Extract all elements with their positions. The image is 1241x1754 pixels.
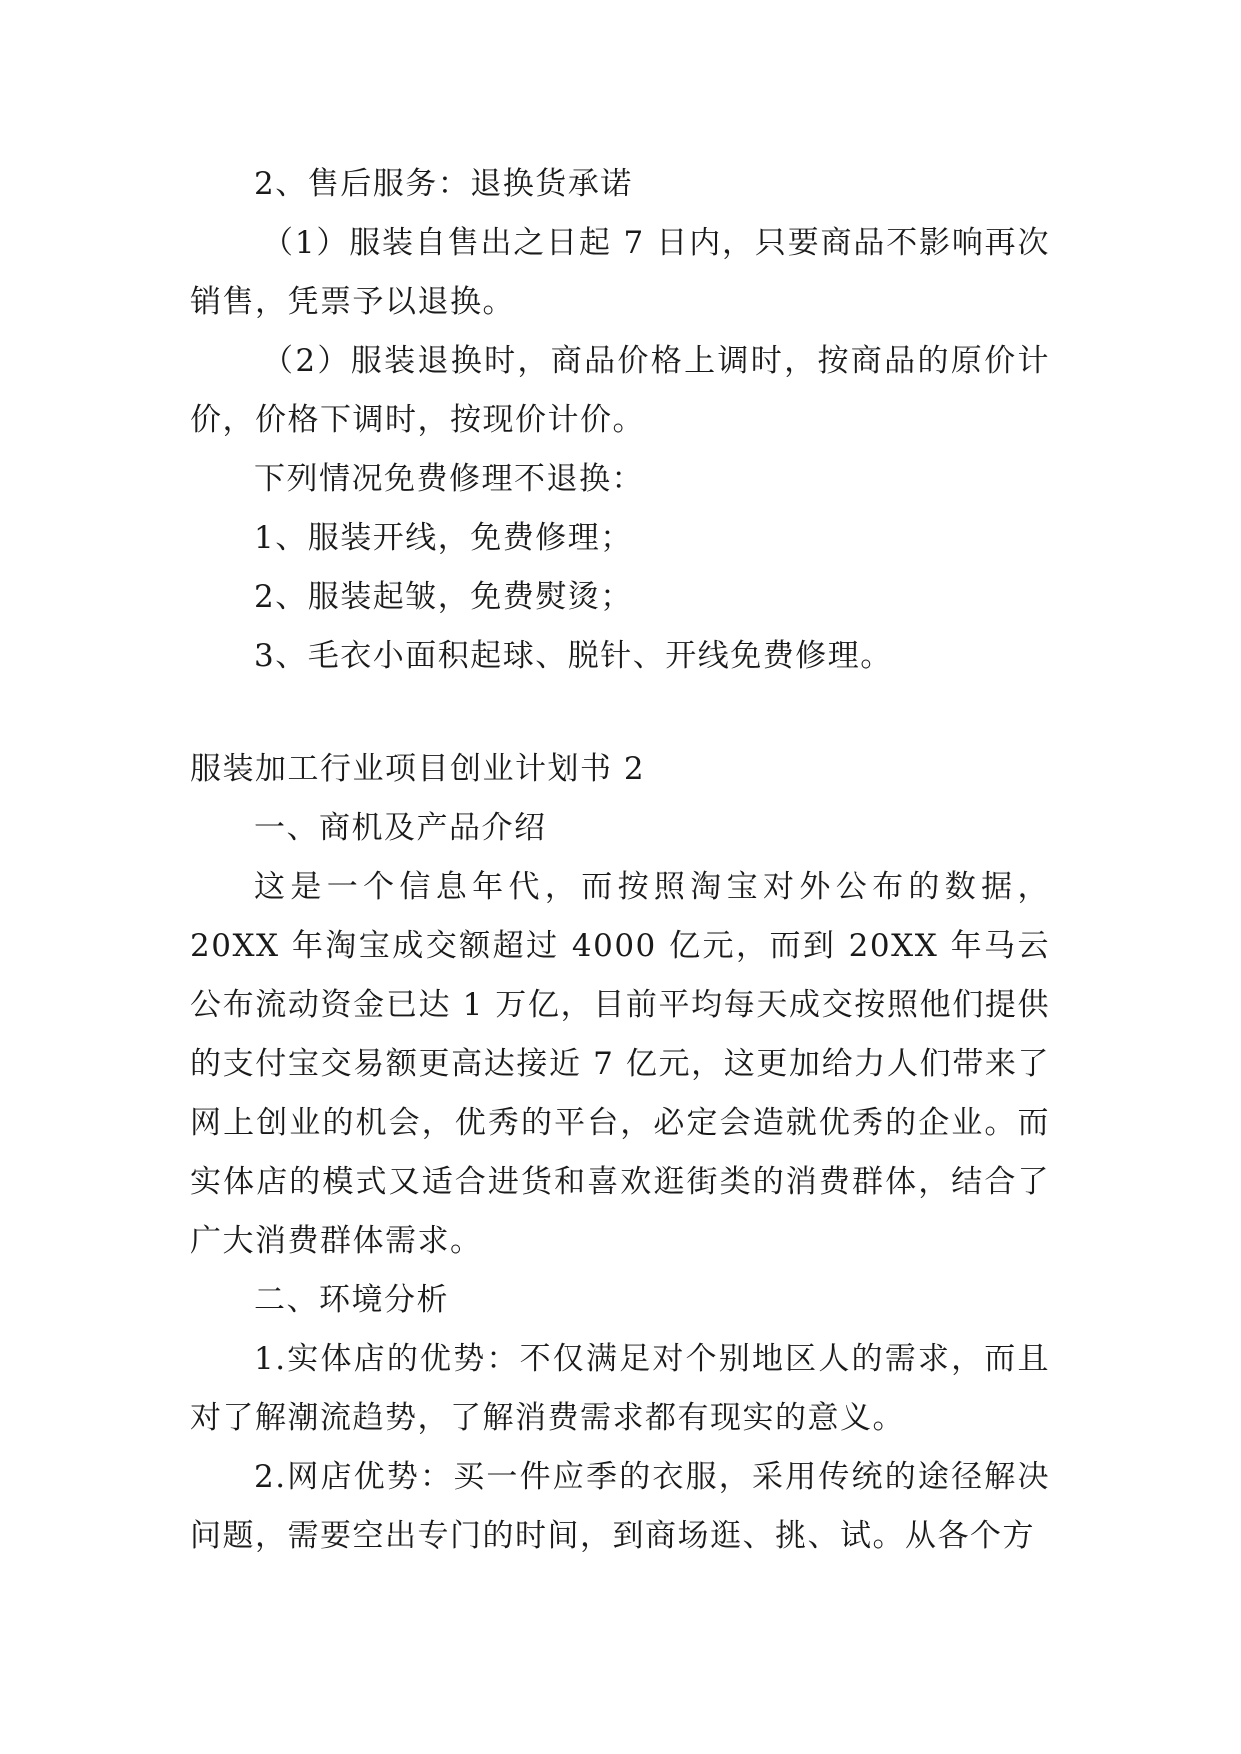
physical-store-advantage: 1.实体店的优势：不仅满足对个别地区人的需求，而且对了解潮流趋势，了解消费需求都有现实的意义。 (190, 1341, 1050, 1436)
free-repair-item-1: 1、服装开线，免费修理； (254, 520, 633, 556)
section-heading-opportunity: 一、商机及产品介绍 (254, 810, 547, 846)
online-store-advantage: 2.网店优势：买一件应季的衣服，采用传统的途径解决问题，需要空出专门的时间，到商场逛、挑、试。从各个方 (190, 1459, 1050, 1554)
after-sales-heading: 2、售后服务：退换货承诺 (254, 166, 633, 202)
opportunity-paragraph: 这是一个信息年代，而按照淘宝对外公布的数据，20XX 年淘宝成交额超过 4000 亿元，而到 20XX 年马云公布流动资金已达 1 万亿，目前平均每天成交按照他们提供的支付宝交易额更高达接近 7 亿元，这更加给力人们带来了网上创业的机会，优秀的平台，必定会造就优秀的企业。而实体店的模式又适合进货和喜欢逛街类的消费群体，结合了广大消费群体需求。 (190, 869, 1050, 1259)
free-repair-intro: 下列情况免费修理不退换： (254, 461, 644, 497)
return-policy-item-1: （1）服装自售出之日起 7 日内，只要商品不影响再次销售，凭票予以退换。 (190, 225, 1050, 320)
document-title: 服装加工行业项目创业计划书 2 (190, 751, 646, 787)
business-plan-section (190, 740, 1050, 1566)
free-repair-item-3: 3、毛衣小面积起球、脱针、开线免费修理。 (254, 638, 893, 674)
after-sales-section (190, 155, 1050, 686)
section-heading-environment: 二、环境分析 (254, 1282, 449, 1318)
free-repair-item-2: 2、服装起皱，免费熨烫； (254, 579, 633, 615)
return-policy-item-2: （2）服装退换时，商品价格上调时，按商品的原价计价，价格下调时，按现价计价。 (190, 343, 1050, 438)
